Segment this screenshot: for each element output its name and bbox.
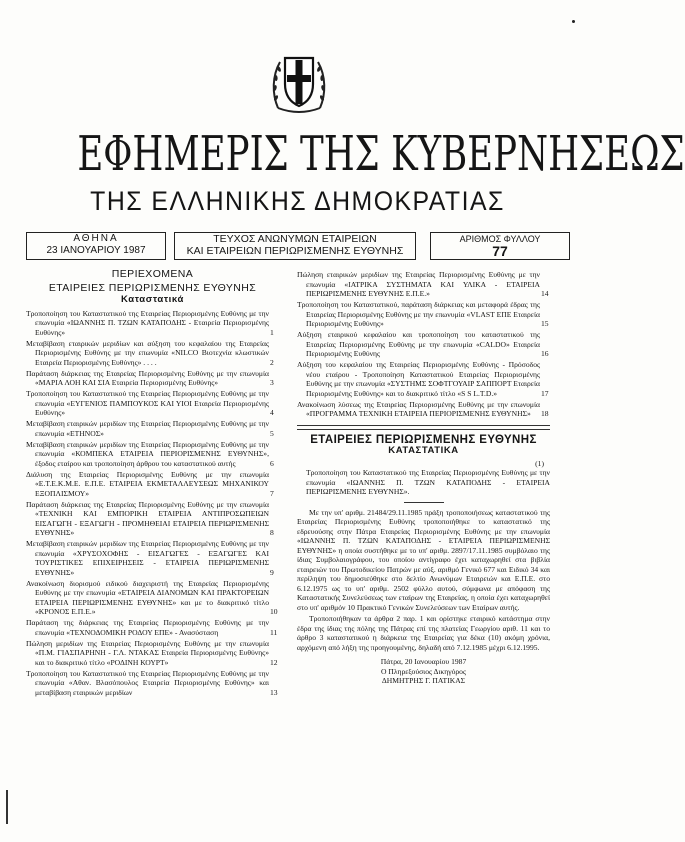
article-number: (1) [535, 458, 544, 468]
contents-entry[interactable]: Αύξηση του κεφαλαίου της Εταιρείας Περιορισμένης Ευθύνης - Πρόσοδος νέου εταίρου - Τροποποίηση Καταστατικού Εταιρείας Περιορισμένης Ευθύνης με την επωνυμία «ΣΥΣΤΗΜΣ ΣΟΦΤΓΟΥΑΙΡ ΣΑΠΠΟΡΤ Εταιρεία Περιορισμένης Ευθύνης» και το διακριτικό τίτλο «S S L.T.D.» 17 [297, 360, 549, 398]
page-mark-dot [572, 20, 575, 23]
issue-series-box [174, 232, 416, 260]
contents-entry[interactable]: Παράταση της διάρκειας της Εταιρείας Περιορισμένης Ευθύνης με την επωνυμία «ΤΕΧΝΟΔΟΜΙΚΗ ΡΟΔΟΥ ΕΠΕ» - Ανασύσταση 11 [26, 618, 278, 637]
margin-mark [6, 790, 8, 824]
signer-role: Ο Πληρεξούσιος Δικηγόρος [381, 666, 466, 676]
contents-entry[interactable]: Ανακοίνωση διορισμού ειδικού διαχειριστή της Εταιρείας Περιορισμένης Ευθύνης με την επωνυμία «ΕΤΑΙΡΕΙΑ ΔΙΑΝΟΜΩΝ ΚΑΙ ΠΡΑΚΤΟΡΕΙΩΝ ΕΤΑΙΡΕΙΑ ΠΕΡΙΩΡΙΣΜΕΝΗΣ ΕΥΘΥΝΗΣ» και με το διακριτικό τίτλο «ΚΡΟΝΟΣ Ε.Π.Ε.» 10 [26, 578, 278, 616]
contents-entry[interactable]: Μεταβίβαση εταιρικών μεριδίων της Εταιρείας Περιορισμένης Ευθύνης με την επωνυμία «ΧΡΥΣΟΧΟΦΗΣ - ΕΙΣΑΓΩΓΕΣ - ΕΞΑΓΩΓΕΣ ΚΑΙ ΤΟΥΡΙΣΤΙΚΕΣ ΕΠΙΧΕΙΡΗΣΕΙΣ - ΕΤΑΙΡΕΙΑ ΠΕΡΙΩΡΙΣΜΕΝΗΣ ΕΥΘΥΝΗΣ» 9 [26, 539, 274, 577]
entry-text: Τροποποίηση του Καταστατικού, παράταση διάρκειας και μεταφορά έδρας της Εταιρείας Περιορισμένης Ευθύνης με την επωνυμία «VLAST ΕΠΕ Εταιρεία Περιορισμένης Ευθύνης» [297, 300, 540, 328]
entry-text: Αύξηση του κεφαλαίου της Εταιρείας Περιορισμένης Ευθύνης - Πρόσοδος νέου εταίρου - Τροποποίηση Καταστατικού Εταιρείας Περιορισμένης Ευθύνης με την επωνυμία «ΣΥΣΤΗΜΣ ΣΟΦΤΓΟΥΑΙΡ ΣΑΠΠΟΡΤ Εταιρεία Περιορισμένης Ευθύνης» και το διακριτικό τίτλο «S S L.T.D.» [297, 360, 540, 398]
entry-text: Τροποποίηση του Καταστατικού της Εταιρείας Περιορισμένης Ευθύνης με την επωνυμία «ΙΩΑΝΝΗΣ Π. ΤΖΩΝ ΚΑΤΑΠΟΔΗΣ - Εταιρεία Περιορισμένης Ευθύνης» [26, 308, 269, 337]
entry-text: Τροποποίηση του Καταστατικού της Εταιρείας Περιορισμένης Ευθύνης με την επωνυμία «Αθαν. Βλασόπουλος Εταιρεία Περιορισμένης Ευθύνης» και μεταβίβαση εταιρικών μεριδίων [26, 668, 269, 697]
contents-entry[interactable]: Μεταβίβαση εταιρικών μεριδίων και αύξηση του κεφαλαίου της Εταιρείας Περιορισμένης Ευθύνης με την επωνυμία «NILCO Βιοτεχνία κλωστικών Εταιρεία Περιορισμένης Ευθύνης» . . . . 2 [26, 338, 274, 367]
article-divider [404, 502, 444, 503]
signer-name: ΔΗΜΗΤΡΗΣ Γ. ΠΑΤΙΚΑΣ [381, 676, 466, 685]
article-place-date: Πάτρα, 20 Ιανουαρίου 1987 [380, 657, 467, 666]
right-column [297, 270, 550, 686]
entry-text: Μεταβίβαση εταιρικών μεριδίων της Εταιρείας Περιορισμένης Ευθύνης με την επωνυμία «ΧΡΥΣΟΧΟΦΗΣ - ΕΙΣΑΓΩΓΕΣ - ΕΞΑΓΩΓΕΣ ΚΑΙ ΤΟΥΡΙΣΤΙΚΕΣ ΕΠΙΧΕΙΡΗΣΕΙΣ - ΕΤΑΙΡΕΙΑ ΠΕΡΙΩΡΙΣΜΕΝΗΣ ΕΥΘΥΝΗΣ» [26, 539, 269, 577]
section-divider [297, 425, 550, 430]
issue-city: ΑΘΗΝΑ [73, 233, 119, 244]
gazette-title: ΕΦΗΜΕΡΙΣ ΤΗΣ ΚΥΒΕΡΝΗΣΕΩΣ [77, 126, 685, 182]
contents-entry[interactable]: Πώληση εταιρικών μεριδίων της Εταιρείας Περιορισμένης Ευθύνης με την επωνυμία «ΙΑΤΡΙΚΑ ΣΥΣΤΗΜΑΤΑ ΚΑΙ ΥΛΙΚΑ - ΕΤΑΙΡΕΙΑ ΠΕΡΙΩΡΙΣΜΕΝΗΣ ΕΥΘΥΝΗΣ Ε.Π.Ε.» 14 [297, 270, 549, 298]
sheet-number: 77 [492, 243, 508, 259]
issue-place-date-box [26, 232, 166, 260]
contents-entry[interactable]: Πώληση μεριδίων της Εταιρείας Περιορισμένης Ευθύνης με την επωνυμία «Π.Μ. ΓΙΑΣΠΑΡΗΝΗ - Γ.Λ. ΝΤΑΚΑΣ Εταιρεία Περιορισμένης Ευθύνης» και το διακριτικό τίτλο «ΡΟΔΙΝΗ ΚΟΥΡΤ» 12 [26, 638, 278, 667]
coat-of-arms-icon [270, 48, 328, 116]
contents-entry[interactable]: Τροποποίηση του Καταστατικού της Εταιρείας Περιορισμένης Ευθύνης με την επωνυμία «ΕΥΓΕΝΙΟΣ ΠΑΜΠΟΥΚΟΣ ΚΑΙ ΥΙΟΙ Εταιρεία Περιορισμένης Ευθύνης» 4 [26, 389, 274, 417]
entry-text: Παράταση διάρκειας της Εταιρείας Περιορισμένης Ευθύνης με την επωνυμία «ΜΑΡΙΑ ΛΟΗ ΚΑΙ ΣΙΑ Εταιρεία Περιορισμένης Ευθύνης» [26, 368, 269, 387]
entry-text: Παράταση διάρκειας της Εταιρείας Περιορισμένης Ευθύνης με την επωνυμία «ΤΕΧΝΙΚΗ ΚΑΙ ΕΜΠΟΡΙΚΗ ΕΤΑΙΡΕΙΑ ΑΝΤΙΠΡΟΣΩΠΕΙΩΝ ΕΙΣΑΓΩΓΗ - ΕΞΑΓΩΓΗ - ΠΡΟΜΗΘΕΙΑΙ ΕΤΑΙΡΕΙΑ ΠΕΡΙΩΡΙΣΜΕΝΗΣ ΕΥΘΥΝΗΣ» [26, 499, 269, 537]
series-line-1: ΤΕΥΧΟΣ ΑΝΩΝΥΜΩΝ ΕΤΑΙΡΕΙΩΝ [213, 233, 377, 245]
article-paragraph: Με την υπ' αριθμ. 21484/29.11.1985 πράξη τροποποιήσεως καταστατικού της Εταιρείας Περιορισμένης Ευθύνης τροποποιήθηκε το καταστατικό της εδρευούσης στην Πάτρα Εταιρείας Περιορισμένης Ευθύνης με την επωνυμία «ΙΩΑΝΝΗΣ Π. ΤΖΩΝ ΚΑΤΑΠΟΔΗΣ - ΕΤΑΙΡΕΙΑ ΠΕΡΙΩΡΙΣΜΕΝΗΣ ΕΥΘΥΝΗΣ» η οποία συστήθηκε με το υπ' αριθμ. 2897/17.11.1985 συμβόλαιο της ίδιας Συμβολαιογράφου, του οποίου αντίγραφο έχει καταχωρηθεί στα βιβλία εταιρειών του Πρωτοδικείου Πατρών με αύξ. αριθμό Γενικό 677 και Ειδικό 34 και περίληψη του δημοσιεύθηκε στο δελτίο Ανωνύμων Εταιρειών και Ε.Π.Ε. στο 6.12.1975 ως το υπ' αριθμ. 2502 φύλλο αυτού, σύμφωνα με απόφαση της Καταστατικής Συνελεύσεως των εταίρων της Εταιρείας, η οποία έχει καταχωρηθεί στο υπ' αριθμόν 10 Πρακτικό Γενικών Συνελεύσεων των Εταίρων αυτής. [297, 507, 550, 612]
entry-text: Μεταβίβαση εταιρικών μεριδίων και αύξηση του κεφαλαίου της Εταιρείας Περιορισμένης Ευθύνης με την επωνυμία «NILCO Βιοτεχνία κλωστικών Εταιρεία Περιορισμένης Ευθύνης» . . . . [26, 338, 269, 367]
contents-entry[interactable]: Τροποποίηση του Καταστατικού, παράταση διάρκειας και μεταφορά έδρας της Εταιρείας Περιορισμένης Ευθύνης με την επωνυμία «VLAST ΕΠΕ Εταιρεία Περιορισμένης Ευθύνης» 15 [297, 300, 549, 328]
contents-entry[interactable]: Παράταση διάρκειας της Εταιρείας Περιορισμένης Ευθύνης με την επωνυμία «ΤΕΧΝΙΚΗ ΚΑΙ ΕΜΠΟΡΙΚΗ ΕΤΑΙΡΕΙΑ ΑΝΤΙΠΡΟΣΩΠΕΙΩΝ ΕΙΣΑΓΩΓΗ - ΕΞΑΓΩΓΗ - ΠΡΟΜΗΘΕΙΑΙ ΕΤΑΙΡΕΙΑ ΠΕΡΙΩΡΙΣΜΕΝΗΣ ΕΥΘΥΝΗΣ» 8 [26, 499, 274, 537]
contents-entry[interactable]: Τροποποίηση του Καταστατικού της Εταιρείας Περιορισμένης Ευθύνης με την επωνυμία «ΙΩΑΝΝΗΣ Π. ΤΖΩΝ ΚΑΤΑΠΟΔΗΣ - Εταιρεία Περιορισμένης Ευθύνης» 1 [26, 308, 274, 337]
article-heading: Τροποποίηση του Καταστατικού της Εταιρείας Περιορισμένης Ευθύνης με την επωνυμία «ΙΩΑΝΝΗΣ Π. ΤΖΩΝ ΚΑΤΑΠΟΔΗΣ - ΕΤΑΙΡΕΙΑ ΠΕΡΙΩΡΙΣΜΕΝΗΣ ΕΥΘΥΝΗΣ». [306, 468, 550, 496]
entry-text: Ανακοίνωση διορισμού ειδικού διαχειριστή της Εταιρείας Περιορισμένης Ευθύνης με την επωνυμία «ΕΤΑΙΡΕΙΑ ΔΙΑΝΟΜΩΝ ΚΑΙ ΠΡΑΚΤΟΡΕΙΩΝ ΕΤΑΙΡΕΙΑ ΠΕΡΙΩΡΙΣΜΕΝΗΣ ΕΥΘΥΝΗΣ» και με το διακριτικό τίτλο «ΚΡΟΝΟΣ Ε.Π.Ε.» [26, 578, 269, 616]
sheet-label: ΑΡΙΘΜΟΣ ΦΥΛΛΟΥ [459, 234, 541, 244]
entry-text: Τροποποίηση του Καταστατικού της Εταιρείας Περιορισμένης Ευθύνης με την επωνυμία «ΕΥΓΕΝΙΟΣ ΠΑΜΠΟΥΚΟΣ ΚΑΙ ΥΙΟΙ Εταιρεία Περιορισμένης Ευθύνης» [26, 389, 269, 417]
contents-entry[interactable]: Τροποποίηση του Καταστατικού της Εταιρείας Περιορισμένης Ευθύνης με την επωνυμία «Αθαν. Βλασόπουλος Εταιρεία Περιορισμένης Ευθύνης» και μεταβίβαση εταιρικών μεριδίων 13 [26, 668, 278, 697]
contents-entry[interactable]: Παράταση διάρκειας της Εταιρείας Περιορισμένης Ευθύνης με την επωνυμία «ΜΑΡΙΑ ΛΟΗ ΚΑΙ ΣΙΑ Εταιρεία Περιορισμένης Ευθύνης» 3 [26, 368, 274, 387]
contents-heading: ΠΕΡΙΕΧΟΜΕΝΑ [111, 268, 194, 280]
entry-text: Πώληση εταιρικών μεριδίων της Εταιρείας Περιορισμένης Ευθύνης με την επωνυμία «ΙΑΤΡΙΚΑ ΣΥΣΤΗΜΑΤΑ ΚΑΙ ΥΛΙΚΑ - ΕΤΑΙΡΕΙΑ ΠΕΡΙΩΡΙΣΜΕΝΗΣ ΕΥΘΥΝΗΣ Ε.Π.Ε.» [297, 270, 540, 298]
entry-text: Ανακοίνωση λύσεως της Εταιρείας Περιορισμένης Ευθύνης με την επωνυμία «ΠΡΟΓΡΑΜΜΑ ΤΕΧΝΙΚΗ ΕΤΑΙΡΕΙΑ ΠΕΡΙΟΡΙΣΜΕΝΗΣ ΕΥΘΥΝΗΣ» [297, 399, 540, 418]
article-section-title: ΕΤΑΙΡΕΙΕΣ ΠΕΡΙΩΡΙΣΜΕΝΗΣ ΕΥΘΥΝΗΣ [310, 433, 537, 446]
contents-column [26, 270, 279, 699]
article-paragraph: Τροποποιήθηκαν τα άρθρα 2 παρ. 1 και ορίστηκε εταιρικό κατάστημα στην έδρα της ίδιας της πόλης της Πάτρας επί της πλατείας Γεωργίου αριθ. 11 και το άρθρο 3 καταστατικού η διάρκεια της Εταιρείας για δέκα (10) ακόμη χρόνια, αρχόμενη από λήξη της προηγουμένης, δηλαδή από 7.12.1985 μέχρι 6.12.1995. [297, 614, 550, 652]
contents-entry[interactable]: Αύξηση εταιρικού κεφαλαίου και τροποποίηση του καταστατικού της Εταιρείας Περιορισμένης Ευθύνης με την επωνυμία «CALDO» Εταιρεία Περιορισμένης Ευθύνης 16 [297, 330, 549, 358]
entry-text: Πώληση μεριδίων της Εταιρείας Περιορισμένης Ευθύνης με την επωνυμία «Π.Μ. ΓΙΑΣΠΑΡΗΝΗ - Γ.Λ. ΝΤΑΚΑΣ Εταιρεία Περιορισμένης Ευθύνης» και το διακριτικό τίτλο «ΡΟΔΙΝΗ ΚΟΥΡΤ» [26, 638, 269, 667]
contents-entry[interactable]: Διάλυση της Εταιρείας Περιορισμένης Ευθύνης με την επωνυμία «Ε.Τ.Ε.Κ.Μ.Ε. Ε.Π.Ε. ΕΤΑΙΡΕΙΑ ΕΚΜΕΤΑΛΛΕΥΣΕΩΣ ΜΗΧΑΝΙΚΟΥ ΕΞΟΠΛΙΣΜΟΥ» 7 [26, 469, 274, 498]
gazette-subtitle: ΤΗΣ ΕΛΛΗΝΙΚΗΣ ΔΗΜΟΚΡΑΤΙΑΣ [90, 186, 505, 216]
series-line-2: ΚΑΙ ΕΤΑΙΡΕΙΩΝ ΠΕΡΙΩΡΙΣΜΕΝΗΣ ΕΥΘΥΝΗΣ [186, 245, 404, 257]
entry-text: Αύξηση εταιρικού κεφαλαίου και τροποποίηση του καταστατικού της Εταιρείας Περιορισμένης Ευθύνης με την επωνυμία «CALDO» Εταιρεία Περιορισμένης Ευθύνης [297, 330, 540, 358]
issue-date: 23 ΙΑΝΟΥΑΡΙΟΥ 1987 [46, 245, 146, 256]
entry-text: Διάλυση της Εταιρείας Περιορισμένης Ευθύνης με την επωνυμία «Ε.Τ.Ε.Κ.Μ.Ε. Ε.Π.Ε. ΕΤΑΙΡΕΙΑ ΕΚΜΕΤΑΛΛΕΥΣΕΩΣ ΜΗΧΑΝΙΚΟΥ ΕΞΟΠΛΙΣΜΟΥ» [26, 469, 269, 498]
sheet-number-box [430, 232, 570, 260]
contents-entry[interactable]: Μεταβίβαση εταιρικών μεριδίων της Εταιρείας Περιορισμένης Ευθύνης με την επωνυμία «ΚΟΜΠΕΚΑ ΕΤΑΙΡΕΙΑ ΠΕΡΙΟΡΙΣΜΕΝΗΣ ΕΥΘΥΝΗΣ», έξοδος εταίρου και τροποποίηση άρθρου του καταστατικού αυτής 6 [26, 439, 274, 468]
contents-entry[interactable]: Ανακοίνωση λύσεως της Εταιρείας Περιορισμένης Ευθύνης με την επωνυμία «ΠΡΟΓΡΑΜΜΑ ΤΕΧΝΙΚΗ ΕΤΑΙΡΕΙΑ ΠΕΡΙΟΡΙΣΜΕΝΗΣ ΕΥΘΥΝΗΣ» 18 [297, 399, 549, 418]
entry-text: Μεταβίβαση εταιρικών μεριδίων της Εταιρείας Περιορισμένης Ευθύνης με την επωνυμία «ΚΟΜΠΕΚΑ ΕΤΑΙΡΕΙΑ ΠΕΡΙΟΡΙΣΜΕΝΗΣ ΕΥΘΥΝΗΣ», έξοδος εταίρου και τροποποίηση άρθρου του καταστατικού αυτής [26, 439, 269, 468]
contents-entry[interactable]: Μεταβίβαση εταιρικών μεριδίων της Εταιρείας Περιορισμένης Ευθύνης με την επωνυμία «ΕΤΗΝΟΣ» 5 [26, 419, 274, 438]
entry-text: Μεταβίβαση εταιρικών μεριδίων της Εταιρείας Περιορισμένης Ευθύνης με την επωνυμία «ΕΤΗΝΟΣ» [26, 419, 269, 438]
article-subsection-title: ΚΑΤΑΣΤΑΤΙΚΑ [388, 445, 459, 456]
contents-section-title: ΕΤΑΙΡΕΙΕΣ ΠΕΡΙΩΡΙΣΜΕΝΗΣ ΕΥΘΥΝΗΣ [48, 281, 257, 294]
contents-subsection-title: Καταστατικά [121, 294, 184, 305]
entry-text: Παράταση της διάρκειας της Εταιρείας Περιορισμένης Ευθύνης με την επωνυμία «ΤΕΧΝΟΔΟΜΙΚΗ ΡΟΔΟΥ ΕΠΕ» - Ανασύσταση [26, 618, 269, 637]
